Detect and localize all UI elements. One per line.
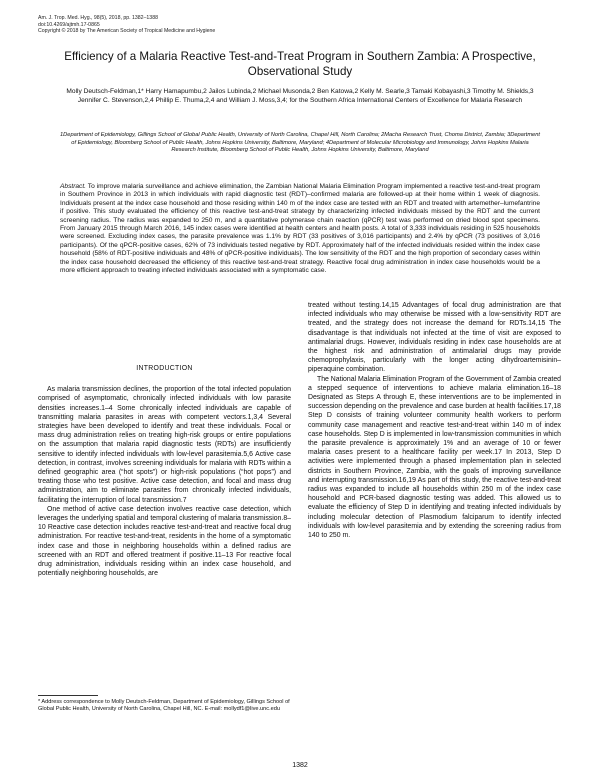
affiliations: 1Department of Epidemiology, Gillings School of Global Public Health, University of North Carolina, Chapel Hill, North Carolina; 2Macha Research Trust, Choma District, Zambia; 3Department of Epidemiology, Bloomberg School of Public Health, Johns Hopkins University, Baltimore, Maryland; 4Department of Molecular Microbiology and Immunology, Johns Hopkins Malaria Research Institute, Bloomberg School of Public Health, Johns Hopkins University, Baltimore, Maryland xyxy=(60,132,540,154)
abstract xyxy=(60,183,540,275)
right-column xyxy=(308,301,561,540)
paragraph: The National Malaria Elimination Program of the Government of Zambia created a stepped sequence of interventions to achieve malaria elimination.16–18 Designated as Steps A through E, these interventions are to be implemented in succession depending on the prevalence and case burden at health facilities.17,18 Step D consists of training volunteer community health workers to perform community case management and reactive test-and-treat within 140 m of index case households. Step D is implemented in low-transmission communities in which the parasite prevalence is approximately 1% and an average of 10 or fewer malaria cases present to a healthcare facility per week.17 In 2013, Step D activities were implemented through a phased implementation plan in selected districts in Southern Province, Zambia, with the goals of improving surveillance and interrupting transmission.16,19 As part of this study, the reactive test-and-treat radius was expanded to include all households within 250 m of the index case household and PCR-based diagnostic testing was added. This allowed us to evaluate the efficiency of Step D in identifying and treating infected individuals by including molecular detection of Plasmodium falciparum to identify infected individuals with low-level parasitemia and by extending the screening radius from 140 to 250 m. xyxy=(308,375,561,540)
journal-header xyxy=(38,15,215,35)
left-column xyxy=(38,364,291,578)
paragraph: treated without testing.14,15 Advantages of focal drug administration are that infected individuals who may otherwise be missed with a low-sensitivity RDT are treated, and the strategy does not increase the demand for RDTs.14,15 The disadvantage is that individuals not infected at the time of visit are exposed to antimalarial drugs. However, individuals residing in index case households are at the highest risk and administration of antimalarial drugs may provide chemoprophylaxis, particularly with the longer acting dihydroartemisinin–piperaquine combination. xyxy=(308,302,561,374)
section-heading: INTRODUCTION xyxy=(136,365,193,372)
article-title: Efficiency of a Malaria Reactive Test-and-Treat Program in Southern Zambia: A Prospective, Observational Study xyxy=(64,50,536,78)
paragraph: As malaria transmission declines, the proportion of the total infected population comprised of asymptomatic, chronically infected individuals with low parasite densities increases.1–4 Some chronically infected individuals are capable of transmitting malaria parasites in areas with competent vectors.1,3,4 Several strategies have been developed to identify and treat these individuals. Focal or mass drug administration relies on treating high-risk groups or entire populations on the assumption that malaria rapid diagnostic tests (RDTs) are insufficiently sensitive to identify infected individuals with low-level parasitemia.5,6 Active case detection, in contrast, involves screening individuals for malaria with RDTs within a defined geographic area (“hot spots”) or high-risk populations (“hot pops”) and treating those who test positive. Active case detection, and focal and mass drug administration, aim to eliminate parasites from chronically infected individuals, facilitating the interruption of local transmission.7 xyxy=(38,386,291,504)
correspondence-footnote: * Address correspondence to Molly Deutsch-Feldman, Department of Epidemiology, Gillings School of Global Public Health, University of North Carolina, Chapel Hill, NC. E-mail: mollydf1@live.unc.edu xyxy=(38,699,290,713)
abstract-label: Abstract. xyxy=(60,183,87,190)
paragraph: One method of active case detection involves reactive case detection, which leverages the underlying spatial and temporal clustering of malaria transmission.8–10 Reactive case detection includes reactive test-and-treat and reactive focal drug administration. For reactive test-and-treat, residents in the home of a symptomatic index case and those in neighboring households within a defined radius are screened with an RDT and offered treatment if positive.11–13 For reactive focal drug administration, individuals residing within an index case household, and potentially neighboring households, are xyxy=(38,505,291,578)
page-number: 1382 xyxy=(292,762,308,769)
footnote-rule xyxy=(38,695,98,696)
abstract-text: To improve malaria surveillance and achieve elimination, the Zambian National Malaria Elimination Program implemented a reactive test-and-treat program in Southern Province in 2013 in which individuals with rapid diagnostic test (RDT)–confirmed malaria are followed-up at their home within 1 week of diagnosis. Individuals present at the index case household and those residing within 140 m of the index case are tested with an RDT and treated with artemether–lumefantrine if positive. This study evaluated the efficiency of this reactive test-and-treat strategy by characterizing infected individuals missed by the RDT and the current screening radius. The radius was expanded to 250 m, and a quantitative polymerase chain reaction (qPCR) test was performed on dried blood spot specimens. From January 2015 through March 2016, 145 index cases were identified at health centers and health posts. A total of 3,333 individuals residing in 525 households were screened. Excluding index cases, the parasite prevalence was 1.1% by RDT (33 positives of 3,016 participants) and 2.4% by qPCR (73 positives of 3,016 participants). Of the qPCR-positive cases, 62% of 73 individuals tested negative by RDT. Approximately half of the infected individuals resided within the index case household (58% of RDT-positive individuals and 48% of qPCR-positive individuals). The low sensitivity of the RDT and the high proportion of secondary cases within the index case household decreased the efficiency of this reactive test-and-treat strategy. Reactive focal drug administration in index case households would be a more efficient approach to treating infected individuals associated with a symptomatic case. xyxy=(60,183,541,275)
author-list: Molly Deutsch-Feldman,1* Harry Hamapumbu,2 Jailos Lubinda,2 Michael Musonda,2 Ben Katowa,2 Kelly M. Searle,3 Tamaki Kobayashi,3 Timothy M. Shields,3 Jennifer C. Stevenson,2,4 Phillip E. Thuma,2,4 and William J. Moss,3,4; for the Southern Africa International Centers of Excellence for Malaria Research xyxy=(66,88,534,104)
doi-line: doi:10.4269/ajtmh.17-0865 xyxy=(38,21,100,28)
citation-line: Am. J. Trop. Med. Hyg., 98(5), 2018, pp. 1382–1388 xyxy=(38,15,158,21)
copyright-line: Copyright © 2018 by The American Society of Tropical Medicine and Hygiene xyxy=(38,28,216,35)
